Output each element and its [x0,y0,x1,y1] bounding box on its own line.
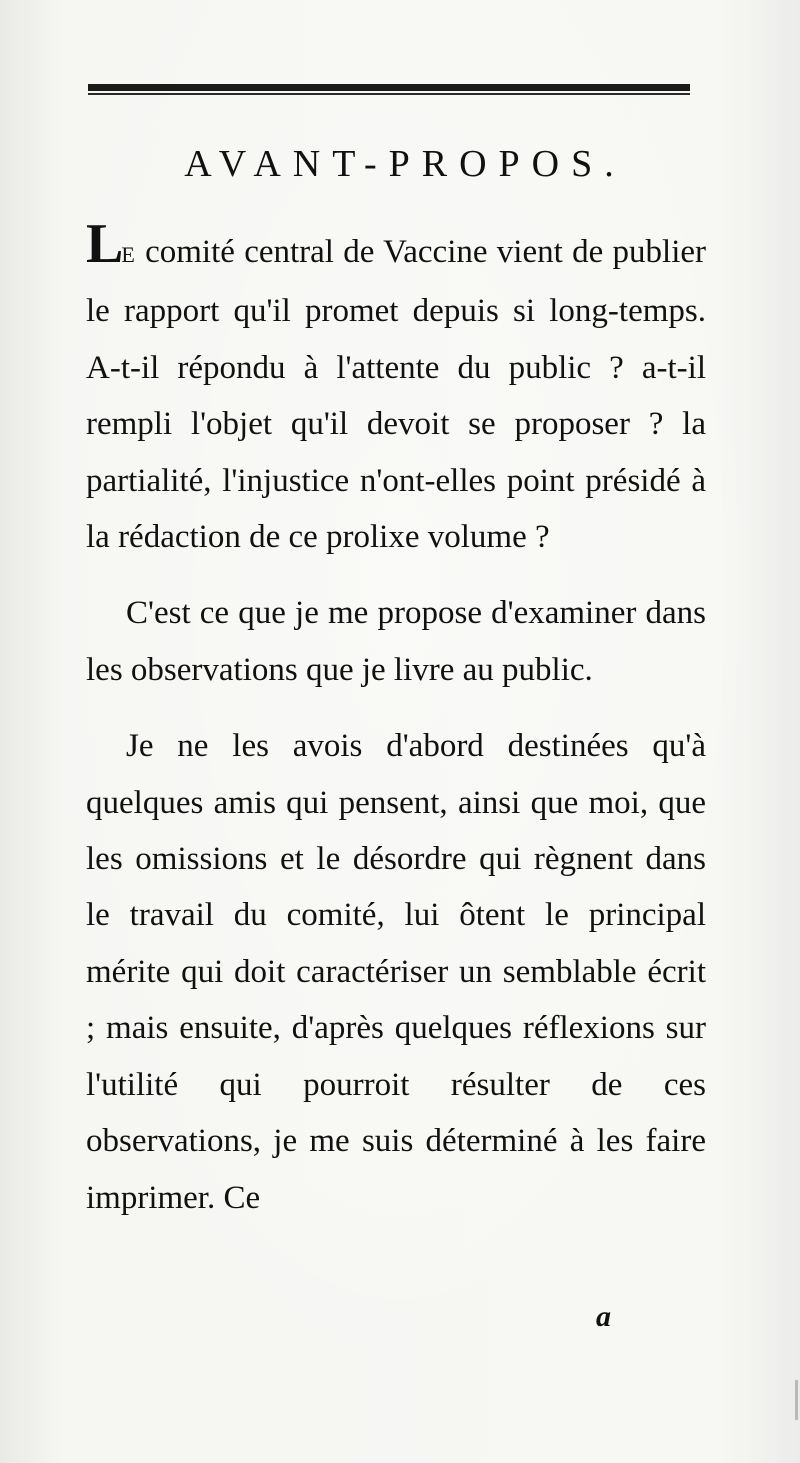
paragraph-2: C'est ce que je me propose d'examiner dans les observations que je livre au public. [86,595,706,688]
drop-cap: L [86,213,122,275]
paragraph-1 [86,213,706,565]
body-text [86,213,706,1226]
signature-mark: a [596,1300,611,1333]
header-rule-thick [88,84,690,91]
header-rule [88,84,690,98]
page-edge-mark [795,1380,798,1420]
paragraph-3: Je ne les avois d'abord destinées qu'à quelques amis qui pensent, ainsi que moi, que les omissions et le désordre qui règnent dans le travail du comité, lui ôtent le principal mérite qui doit caractériser un semblable écrit ; mais ensuite, d'après quelques réflexions sur l'utilité qui pourroit résulter de ces observations, je me suis déterminé à les faire imprimer. Ce [86,728,706,1216]
header-rule-thin [88,93,690,95]
page-heading: AVANT-PROPOS. [184,143,626,185]
small-cap: E [121,242,136,267]
paragraph-1-text: comité central de Vaccine vient de publier le rapport qu'il promet depuis si long-temps. A-t-il répondu à l'attente du public ? a-t-il rempli l'objet qu'il devoit se proposer ? la partialité, l'injustice n'ont-elles point présidé à la rédaction de ce prolixe volume ? [86,234,706,556]
